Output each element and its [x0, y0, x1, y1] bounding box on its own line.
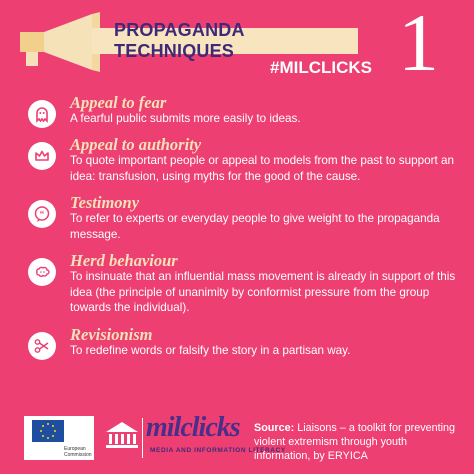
item-description: To refer to experts or everyday people to give weight to the propaganda message. — [70, 212, 440, 241]
unesco-logo — [104, 420, 140, 450]
milclicks-logo: milclicks — [146, 412, 240, 443]
megaphone-icon — [14, 10, 104, 74]
item-title: Appeal to authority — [70, 135, 202, 154]
footer-divider — [142, 418, 143, 458]
list-item — [28, 326, 464, 362]
source-text: Liaisons – a toolkit for preventing violent extremism through youth information, by ERYICA — [254, 422, 456, 462]
quote-icon — [28, 200, 56, 228]
list-item — [28, 194, 464, 244]
source-label: Source: — [254, 422, 295, 434]
sheep-icon — [28, 258, 56, 286]
item-title: Appeal to fear — [70, 93, 167, 112]
item-description: To redefine words or falsify the story in a partisan way. — [70, 344, 351, 357]
crown-icon — [28, 142, 56, 170]
item-title: Revisionism — [70, 325, 153, 344]
item-description: To insinuate that an influential mass movement is already in support of this idea (the principle of unanimity by conformist pressure from the group towards the individual). — [70, 270, 456, 314]
milclicks-tagline: MEDIA AND INFORMATION LITERACY — [150, 447, 286, 454]
page-number: 1 — [398, 0, 439, 88]
list-item — [28, 252, 464, 318]
eu-flag-icon — [32, 420, 64, 442]
ghost-icon — [28, 100, 56, 128]
scissors-icon — [28, 332, 56, 360]
eu-label: European Commission — [64, 446, 92, 458]
item-title: Herd behaviour — [70, 251, 178, 270]
eu-logo — [24, 416, 94, 460]
svg-text:“: “ — [39, 209, 45, 219]
item-description: A fearful public submits more easily to ideas. — [70, 112, 301, 125]
page-title: PROPAGANDA TECHNIQUES — [92, 28, 358, 54]
item-description: To quote important people or appeal to models from the past to support an idea: transfusion, using myths for the good of the cause. — [70, 154, 454, 183]
list-item — [28, 94, 464, 128]
item-title: Testimony — [70, 193, 140, 212]
hashtag: #MILCLICKS — [270, 58, 372, 77]
list-item — [28, 136, 464, 186]
source-note — [254, 421, 466, 463]
